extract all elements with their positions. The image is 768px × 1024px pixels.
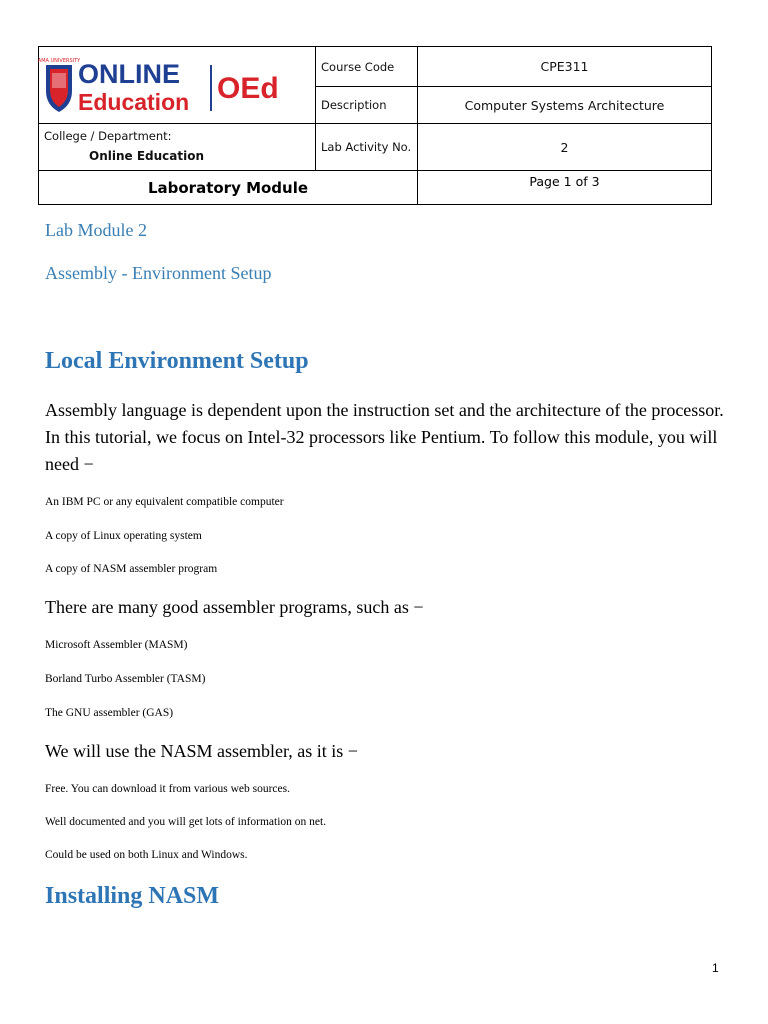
department-label: College / Department: [44, 129, 172, 143]
department-cell [39, 124, 316, 171]
need-item: A copy of Linux operating system [45, 530, 202, 542]
logo-cell [39, 47, 316, 124]
module-subtitle: Assembly - Environment Setup [45, 263, 272, 283]
course-code-value: CPE311 [418, 47, 712, 87]
assembler-item: Borland Turbo Assembler (TASM) [45, 673, 206, 685]
need-item: A copy of NASM assembler program [45, 563, 218, 575]
logo-oed-text: OEd [217, 72, 279, 105]
lab-activity-label: Lab Activity No. [316, 124, 418, 171]
reason-item: Well documented and you will get lots of information on net. [45, 816, 327, 828]
page-number: 1 [712, 961, 719, 975]
logo-university-text: AMA UNIVERSITY [37, 58, 81, 64]
heading-local-environment: Local Environment Setup [45, 348, 309, 374]
heading-assembler-programs: There are many good assembler programs, such as − [45, 597, 424, 617]
logo-divider [210, 65, 212, 111]
reason-item: Could be used on both Linux and Windows. [45, 849, 248, 861]
page-indicator: Page 1 of 3 [418, 171, 712, 205]
heading-installing-nasm: Installing NASM [45, 883, 220, 909]
department-value: Online Education [89, 149, 205, 163]
need-item: An IBM PC or any equivalent compatible computer [45, 496, 284, 508]
course-code-label: Course Code [316, 47, 418, 87]
lab-activity-value: 2 [418, 124, 712, 171]
logo-online-text: ONLINE [78, 59, 181, 89]
assembler-item: Microsoft Assembler (MASM) [45, 639, 188, 651]
header-table [38, 46, 712, 205]
laboratory-module-title: Laboratory Module [39, 171, 418, 205]
module-label: Lab Module 2 [45, 220, 147, 240]
online-education-logo [37, 55, 315, 115]
assembler-item: The GNU assembler (GAS) [45, 707, 174, 719]
description-label: Description [316, 87, 418, 124]
heading-nasm-reasons: We will use the NASM assembler, as it is − [45, 741, 358, 761]
reason-item: Free. You can download it from various web sources. [45, 783, 290, 795]
description-value: Computer Systems Architecture [418, 87, 712, 124]
intro-paragraph: Assembly language is dependent upon the instruction set and the architecture of the processor. In this tutorial, we focus on Intel-32 processors like Pentium. To follow this module, you will need − [45, 400, 724, 474]
logo-education-text: Education [78, 89, 190, 115]
